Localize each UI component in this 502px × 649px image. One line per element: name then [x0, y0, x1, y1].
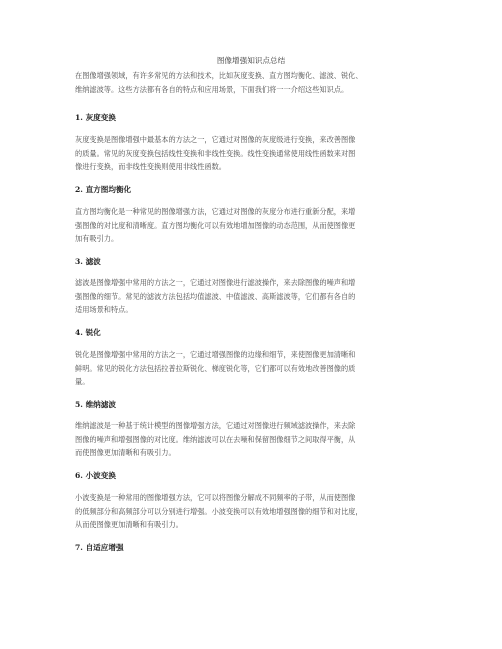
section-heading-4: 4. 锐化 — [75, 328, 101, 337]
body-line: 直方图均衡化是一种常见的图像增强方法，它通过对图像的灰度分布进行重新分配，来增 — [75, 207, 356, 216]
body-line: 的质量。常见的灰度变换包括线性变换和非线性变换。线性变换通常使用线性函数来对图 — [75, 148, 356, 158]
body-line: 小波变换是一种常用的图像增强方法，它可以将图像分解成不同频率的子带，从而使图像 — [75, 493, 356, 502]
body-line: 量。 — [75, 377, 90, 387]
section-body-2 — [75, 205, 435, 246]
body-line: 图像的噪声和增强图像的对比度。维纳滤波可以在去噪和保留图像细节之间取得平衡，从 — [75, 434, 356, 444]
body-line: 强图像的细节。常见的滤波方法包括均值滤波、中值滤波、高斯滤波等，它们都有各自的 — [75, 291, 356, 301]
section-body-6 — [75, 491, 435, 532]
section-heading-2: 2. 直方图均衡化 — [75, 185, 132, 194]
section-body-4 — [75, 348, 435, 389]
body-line: 鲜明。常见的锐化方法包括拉普拉斯锐化、梯度锐化等，它们都可以有效地改善图像的质 — [75, 363, 356, 373]
body-line: 适用场景和特点。 — [75, 305, 133, 315]
body-line: 的低频部分和高频部分可以分别进行增强。小波变换可以有效地增强图像的细节和对比度， — [75, 506, 363, 516]
body-line: 像进行变换，而非线性变换则使用非线性函数。 — [75, 162, 226, 172]
body-line: 强图像的对比度和清晰度。直方图均衡化可以有效地增加图像的动态范围，从而使图像更 — [75, 220, 356, 230]
intro-paragraph — [75, 69, 435, 96]
body-line: 加有吸引力。 — [75, 234, 119, 244]
section-body-3 — [75, 276, 435, 317]
intro-line: 在图像增强领域，有许多常见的方法和技术，比如灰度变换、直方图均衡化、滤波、锐化、 — [75, 71, 363, 80]
section-heading-1: 1. 灰度变换 — [75, 113, 116, 122]
section-heading-6: 6. 小波变换 — [75, 471, 116, 480]
intro-line: 维纳滤波等。这些方法都有各自的特点和应用场景，下面我们将一一介绍这些知识点。 — [75, 84, 349, 94]
document-title: 图像增强知识点总结 — [216, 56, 286, 65]
section-heading-5: 5. 维纳滤波 — [75, 400, 116, 409]
section-heading-3: 3. 滤波 — [75, 257, 101, 266]
body-line: 锐化是图像增强中常用的方法之一，它通过增强图像的边缘和细节，来使图像更加清晰和 — [75, 350, 356, 359]
section-body-1 — [75, 133, 435, 174]
body-line: 灰度变换是图像增强中最基本的方法之一，它通过对图像的灰度级进行变换，来改善图像 — [75, 135, 356, 144]
section-heading-7: 7. 自适应增强 — [75, 543, 124, 552]
section-body-5 — [75, 419, 435, 460]
body-line: 从而使图像更加清晰和有吸引力。 — [75, 520, 183, 530]
body-line: 而使图像更加清晰和有吸引力。 — [75, 448, 176, 458]
body-line: 维纳滤波是一种基于统计模型的图像增强方法，它通过对图像进行频域滤波操作，来去除 — [75, 421, 356, 430]
body-line: 滤波是图像增强中常用的方法之一，它通过对图像进行滤波操作，来去除图像的噪声和增 — [75, 278, 356, 287]
